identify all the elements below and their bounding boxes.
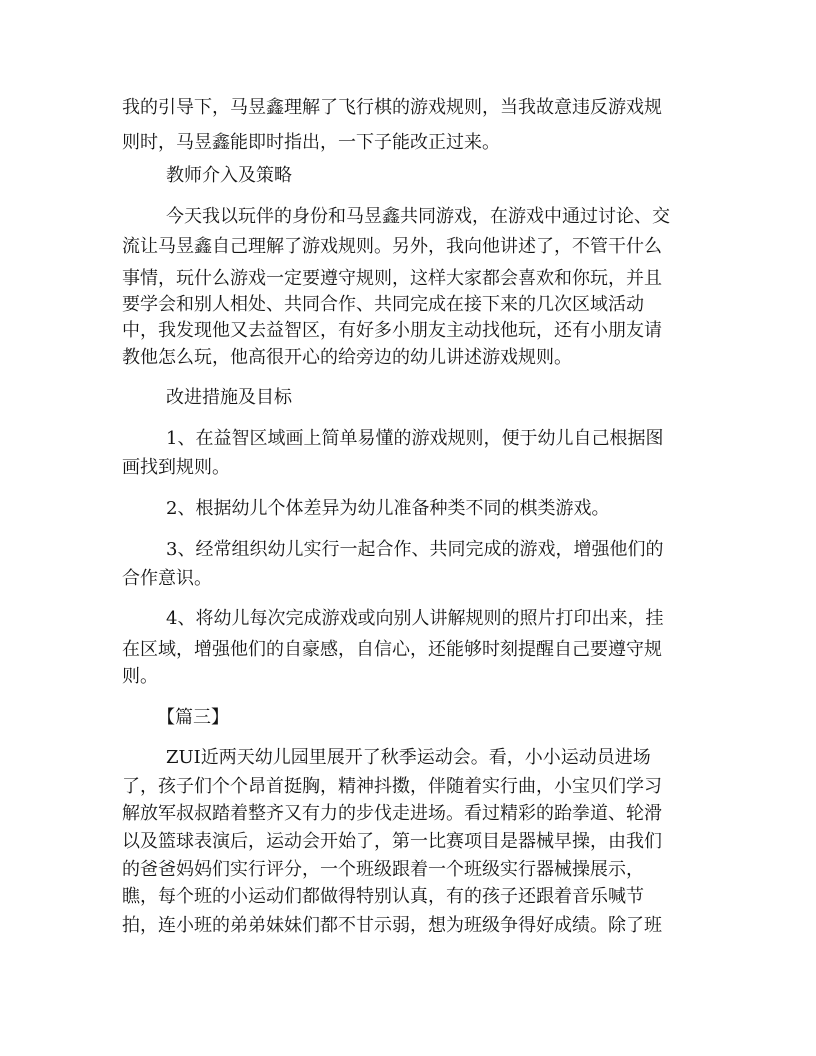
- text-line: 则。: [122, 666, 158, 687]
- text-line: 我的引导下，马昱鑫理解了飞行棋的游戏规则，当我故意违反游戏规: [122, 97, 662, 118]
- section-heading-teacher-intervention: 教师介入及策略: [166, 165, 292, 186]
- text-line: 中，我发现他又去益智区，有好多小朋友主动找他玩，还有小朋友请: [122, 320, 662, 341]
- text-line: ZUI近两天幼儿园里展开了秋季运动会。看，小小运动员进场: [166, 747, 651, 768]
- text-line: 拍，连小班的弟弟妹妹们都不甘示弱，想为班级争得好成绩。除了班: [122, 915, 662, 936]
- section-heading-improvement: 改进措施及目标: [166, 387, 292, 408]
- text-line: 的爸爸妈妈们实行评分，一个班级跟着一个班级实行器械操展示，: [122, 859, 644, 880]
- list-item: 4、将幼儿每次完成游戏或向别人讲解规则的照片打印出来，挂: [166, 608, 664, 629]
- text-line: 今天我以玩伴的身份和马昱鑫共同游戏，在游戏中通过讨论、交: [166, 206, 670, 227]
- text-line: 流让马昱鑫自己理解了游戏规则。另外，我向他讲述了，不管干什么: [122, 236, 662, 257]
- text-line: 以及篮球表演后，运动会开始了，第一比赛项目是器械早操，由我们: [122, 831, 662, 852]
- list-item: 1、在益智区域画上简单易懂的游戏规则，便于幼儿自己根据图: [166, 428, 664, 449]
- text-line: 瞧，每个班的小运动们都做得特别认真，有的孩子还跟着音乐喊节: [122, 886, 644, 907]
- text-line: 合作意识。: [122, 568, 212, 589]
- list-item: 3、经常组织幼儿实行一起合作、共同完成的游戏，增强他们的: [166, 539, 664, 560]
- text-line: 事情，玩什么游戏一定要遵守规则，这样大家都会喜欢和你玩，并且: [122, 268, 662, 289]
- text-line: 在区域，增强他们的自豪感，自信心，还能够时刻提醒自己要遵守规: [122, 639, 662, 660]
- text-line: 画找到规则。: [122, 457, 230, 478]
- text-line: 则时，马昱鑫能即时指出，一下子能改正过来。: [122, 132, 500, 153]
- text-line: 解放军叔叔踏着整齐又有力的步伐走进场。看过精彩的跆拳道、轮滑: [122, 803, 662, 824]
- section-heading-part-three: 【篇三】: [157, 707, 229, 728]
- list-item: 2、根据幼儿个体差异为幼儿准备种类不同的棋类游戏。: [166, 498, 610, 519]
- text-line: 要学会和别人相处、共同合作、共同完成在接下来的几次区域活动: [122, 294, 644, 315]
- text-line: 了，孩子们个个昂首挺胸，精神抖擞，伴随着实行曲，小宝贝们学习: [122, 776, 662, 797]
- text-line: 教他怎么玩，他高很开心的给旁边的幼儿讲述游戏规则。: [122, 347, 572, 368]
